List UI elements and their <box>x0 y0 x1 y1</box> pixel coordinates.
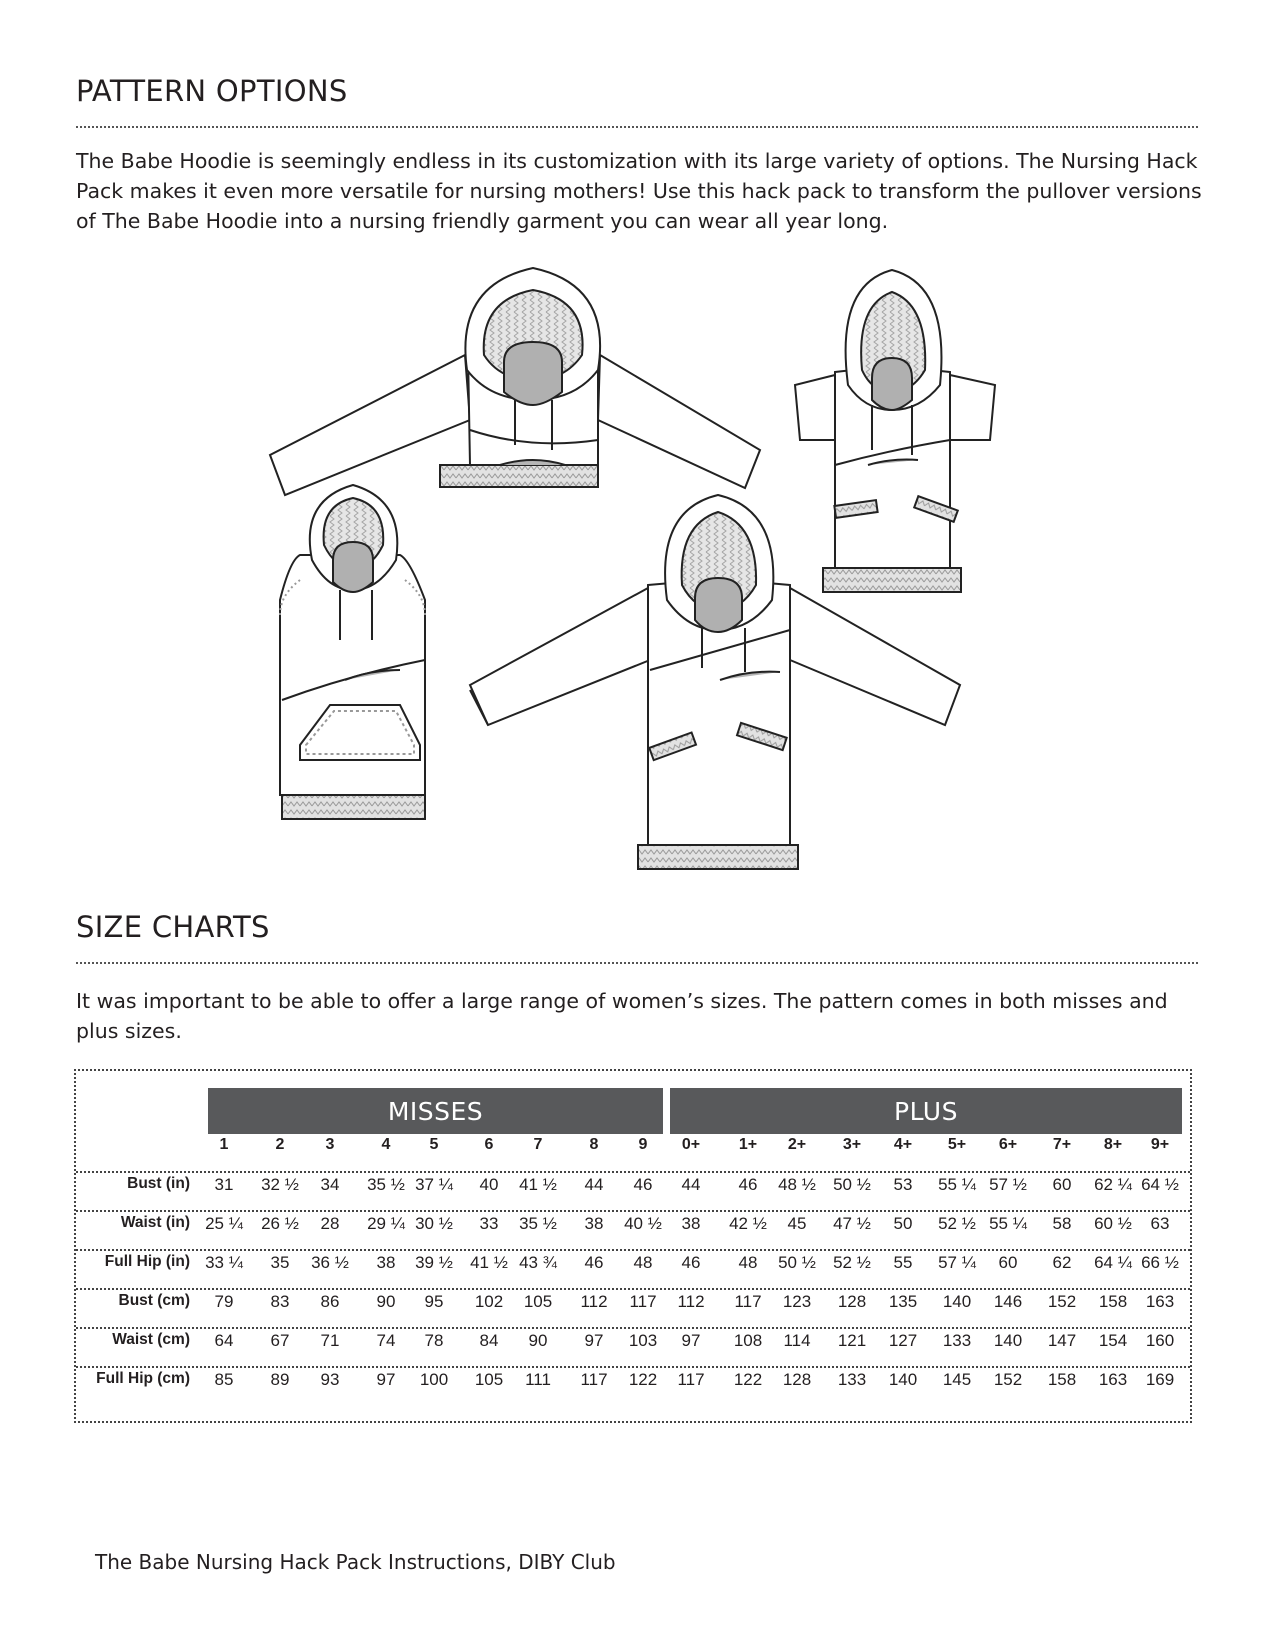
table-cell: 57 ½ <box>989 1175 1027 1194</box>
table-cell: 112 <box>580 1292 608 1311</box>
table-cell: 133 <box>837 1370 867 1389</box>
table-cell: 140 <box>888 1370 918 1389</box>
table-cell: 122 <box>628 1370 658 1389</box>
table-cell: 108 <box>733 1331 763 1350</box>
table-cell: 60 <box>998 1253 1018 1272</box>
table-cell: 160 <box>1145 1331 1175 1350</box>
table-cell: 43 ¾ <box>519 1253 557 1272</box>
size-header-cell: 5+ <box>947 1136 967 1153</box>
table-cell: 163 <box>1098 1370 1128 1389</box>
table-cell: 78 <box>424 1331 444 1350</box>
table-cell: 100 <box>419 1370 449 1389</box>
table-cell: 140 <box>942 1292 972 1311</box>
table-cell: 117 <box>734 1292 762 1311</box>
table-cell: 158 <box>1098 1292 1128 1311</box>
size-header-cell: 2+ <box>787 1136 807 1153</box>
row-label: Bust (in) <box>127 1175 190 1192</box>
table-cell: 37 ¼ <box>415 1175 453 1194</box>
table-cell: 55 ¼ <box>938 1175 976 1194</box>
table-cell: 67 <box>270 1331 290 1350</box>
table-cell: 53 <box>893 1175 913 1194</box>
row-label: Bust (cm) <box>118 1292 190 1309</box>
table-cell: 41 ½ <box>470 1253 508 1272</box>
row-divider <box>76 1249 1190 1251</box>
table-cell: 29 ¼ <box>367 1214 405 1233</box>
pattern-options-paragraph: The Babe Hoodie is seemingly endless in its customization with its large variety of options. The Nursing Hack Pack makes it even more versatile for nursing mothers! Use this hack pack to transform the pullover versions of The Babe Hoodie into a nursing friendly garment you can wear all year long. <box>76 149 1202 233</box>
section-divider <box>76 962 1198 964</box>
table-cell: 117 <box>629 1292 657 1311</box>
table-cell: 26 ½ <box>261 1214 299 1233</box>
table-cell: 105 <box>474 1370 504 1389</box>
row-divider <box>76 1210 1190 1212</box>
table-cell: 50 <box>893 1214 913 1233</box>
table-cell: 128 <box>782 1370 812 1389</box>
table-cell: 83 <box>270 1292 290 1311</box>
table-cell: 44 <box>681 1175 701 1194</box>
row-divider <box>76 1288 1190 1290</box>
table-cell: 55 ¼ <box>989 1214 1027 1233</box>
row-label: Waist (in) <box>120 1214 190 1231</box>
table-cell: 163 <box>1145 1292 1175 1311</box>
table-cell: 46 <box>681 1253 701 1272</box>
table-cell: 121 <box>837 1331 867 1350</box>
table-cell: 74 <box>376 1331 396 1350</box>
table-cell: 64 <box>214 1331 234 1350</box>
size-header-cell: 7+ <box>1052 1136 1072 1153</box>
table-cell: 60 <box>1052 1175 1072 1194</box>
table-cell: 169 <box>1145 1370 1175 1389</box>
table-cell: 35 ½ <box>367 1175 405 1194</box>
table-cell: 84 <box>479 1331 499 1350</box>
table-cell: 117 <box>677 1370 705 1389</box>
size-header-cell: 1 <box>219 1136 229 1153</box>
table-cell: 146 <box>993 1292 1023 1311</box>
table-cell: 38 <box>681 1214 701 1233</box>
table-cell: 46 <box>633 1175 653 1194</box>
table-cell: 95 <box>424 1292 444 1311</box>
table-cell: 50 ½ <box>833 1175 871 1194</box>
table-cell: 89 <box>270 1370 290 1389</box>
table-cell: 35 ½ <box>519 1214 557 1233</box>
table-cell: 38 <box>584 1214 604 1233</box>
table-cell: 85 <box>214 1370 234 1389</box>
table-cell: 103 <box>628 1331 658 1350</box>
misses-header: MISSES <box>208 1088 663 1134</box>
table-cell: 48 ½ <box>778 1175 816 1194</box>
table-cell: 97 <box>584 1331 604 1350</box>
sleeveless-hoodie-kangaroo-pocket <box>280 485 425 819</box>
table-cell: 154 <box>1098 1331 1128 1350</box>
table-cell: 152 <box>993 1370 1023 1389</box>
table-cell: 40 ½ <box>624 1214 662 1233</box>
size-header-cell: 5 <box>429 1136 439 1153</box>
table-cell: 25 ¼ <box>205 1214 243 1233</box>
row-label: Full Hip (in) <box>104 1253 190 1270</box>
size-header-cell: 6+ <box>998 1136 1018 1153</box>
table-cell: 48 <box>738 1253 758 1272</box>
table-cell: 52 ½ <box>938 1214 976 1233</box>
table-cell: 114 <box>783 1331 811 1350</box>
table-cell: 140 <box>993 1331 1023 1350</box>
table-cell: 52 ½ <box>833 1253 871 1272</box>
table-cell: 33 <box>479 1214 499 1233</box>
table-cell: 39 ½ <box>415 1253 453 1272</box>
table-cell: 58 <box>1052 1214 1072 1233</box>
table-cell: 34 <box>320 1175 340 1194</box>
table-cell: 50 ½ <box>778 1253 816 1272</box>
table-cell: 41 ½ <box>519 1175 557 1194</box>
table-cell: 122 <box>733 1370 763 1389</box>
table-cell: 55 <box>893 1253 913 1272</box>
size-header-cell: 3+ <box>842 1136 862 1153</box>
page-footer: The Babe Nursing Hack Pack Instructions, DIBY Club <box>95 1550 616 1574</box>
row-divider <box>76 1366 1190 1368</box>
table-cell: 45 <box>787 1214 807 1233</box>
table-cell: 33 ¼ <box>205 1253 243 1272</box>
row-divider <box>76 1171 1190 1173</box>
table-cell: 112 <box>677 1292 705 1311</box>
table-cell: 64 ½ <box>1141 1175 1179 1194</box>
table-cell: 93 <box>320 1370 340 1389</box>
table-cell: 97 <box>376 1370 396 1389</box>
size-header-cell: 2 <box>275 1136 285 1153</box>
size-header-cell: 8+ <box>1103 1136 1123 1153</box>
size-header-cell: 4+ <box>893 1136 913 1153</box>
size-header-cell: 6 <box>484 1136 494 1153</box>
size-charts-title: SIZE CHARTS <box>76 910 270 944</box>
table-cell: 152 <box>1047 1292 1077 1311</box>
table-cell: 128 <box>837 1292 867 1311</box>
table-cell: 90 <box>528 1331 548 1350</box>
table-cell: 47 ½ <box>833 1214 871 1233</box>
cropped-long-sleeve-hoodie <box>270 268 760 495</box>
table-cell: 79 <box>214 1292 234 1311</box>
size-charts-paragraph: It was important to be able to offer a large range of women’s sizes. The pattern comes in both misses and plus sizes. <box>76 989 1168 1043</box>
table-cell: 135 <box>888 1292 918 1311</box>
table-cell: 57 ¼ <box>938 1253 976 1272</box>
table-cell: 71 <box>320 1331 340 1350</box>
table-cell: 97 <box>681 1331 701 1350</box>
table-cell: 117 <box>580 1370 608 1389</box>
table-cell: 66 ½ <box>1141 1253 1179 1272</box>
table-cell: 127 <box>888 1331 918 1350</box>
size-header-cell: 8 <box>589 1136 599 1153</box>
table-cell: 90 <box>376 1292 396 1311</box>
table-cell: 32 ½ <box>261 1175 299 1194</box>
table-cell: 46 <box>584 1253 604 1272</box>
table-cell: 133 <box>942 1331 972 1350</box>
table-cell: 36 ½ <box>311 1253 349 1272</box>
table-cell: 145 <box>942 1370 972 1389</box>
size-header-cell: 7 <box>533 1136 543 1153</box>
row-label: Waist (cm) <box>112 1331 190 1348</box>
table-cell: 42 ½ <box>729 1214 767 1233</box>
row-label: Full Hip (cm) <box>96 1370 190 1387</box>
size-header-cell: 9+ <box>1150 1136 1170 1153</box>
table-cell: 30 ½ <box>415 1214 453 1233</box>
table-cell: 64 ¼ <box>1094 1253 1132 1272</box>
table-cell: 35 <box>270 1253 290 1272</box>
table-cell: 40 <box>479 1175 499 1194</box>
table-cell: 123 <box>782 1292 812 1311</box>
table-cell: 111 <box>525 1370 551 1389</box>
size-header-cell: 4 <box>381 1136 391 1153</box>
table-cell: 31 <box>214 1175 234 1194</box>
table-cell: 158 <box>1047 1370 1077 1389</box>
plus-header: PLUS <box>670 1088 1182 1134</box>
table-cell: 28 <box>320 1214 340 1233</box>
size-header-cell: 0+ <box>681 1136 701 1153</box>
pattern-options-title: PATTERN OPTIONS <box>76 74 348 108</box>
table-cell: 44 <box>584 1175 604 1194</box>
short-sleeve-hoodie-welt-pockets <box>795 270 995 592</box>
table-cell: 102 <box>474 1292 504 1311</box>
table-cell: 48 <box>633 1253 653 1272</box>
table-cell: 38 <box>376 1253 396 1272</box>
table-cell: 147 <box>1047 1331 1077 1350</box>
table-cell: 62 <box>1052 1253 1072 1272</box>
size-header-cell: 1+ <box>738 1136 758 1153</box>
row-divider <box>76 1327 1190 1329</box>
table-cell: 60 ½ <box>1094 1214 1132 1233</box>
table-cell: 46 <box>738 1175 758 1194</box>
size-header-cell: 3 <box>325 1136 335 1153</box>
table-cell: 105 <box>523 1292 553 1311</box>
table-cell: 63 <box>1150 1214 1170 1233</box>
table-cell: 62 ¼ <box>1094 1175 1132 1194</box>
table-cell: 86 <box>320 1292 340 1311</box>
size-header-cell: 9 <box>638 1136 648 1153</box>
